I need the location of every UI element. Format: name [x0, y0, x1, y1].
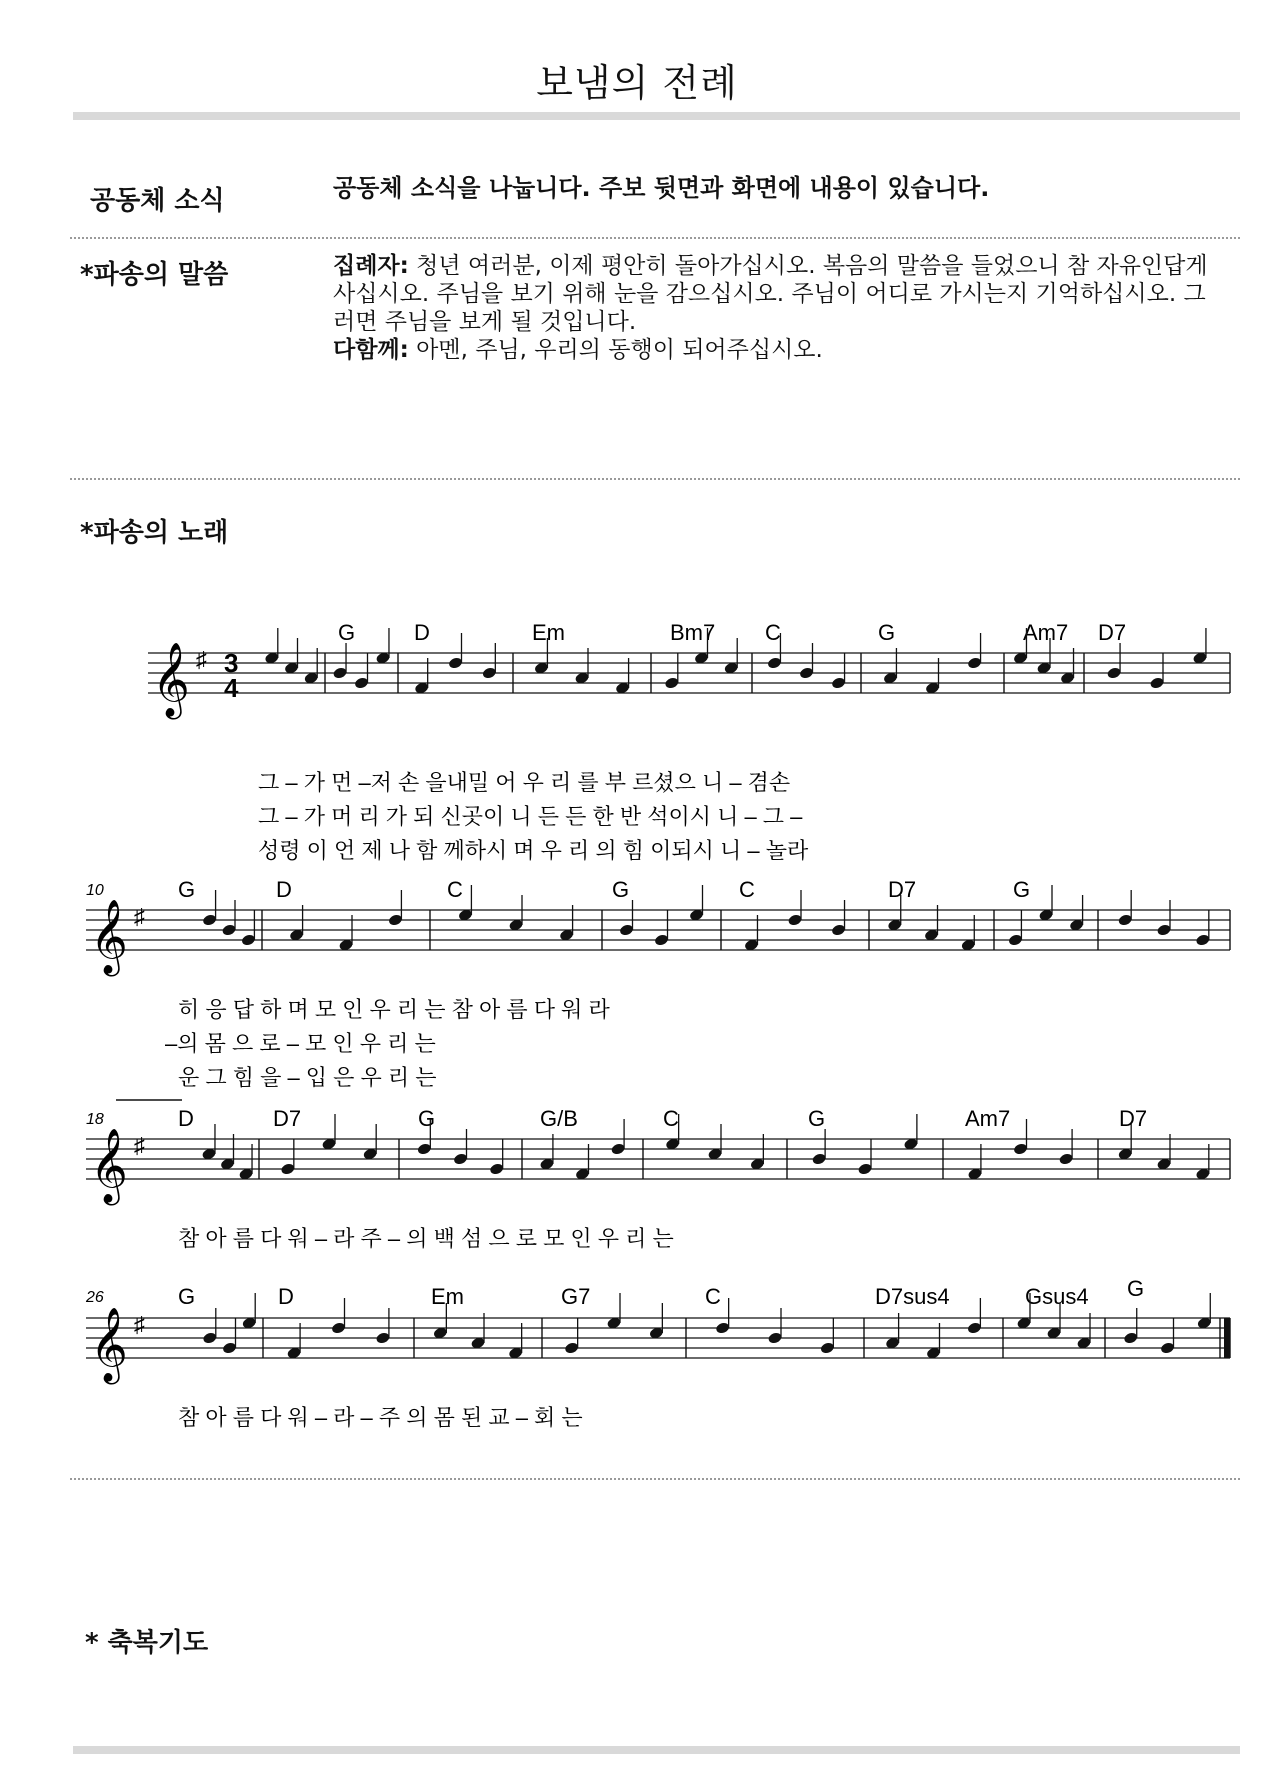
chord: Am7 — [1023, 620, 1069, 645]
chords-staff-3 — [178, 1106, 1147, 1131]
all-text: 아멘, 주님, 우리의 동행이 되어주십시오. — [416, 337, 823, 363]
lyric-line: 그 – 가 머 리 가 되 신곳이 니 든 든 한 반 석이시 니 – 그 – — [258, 804, 803, 829]
leader-label: 집례자: — [333, 253, 409, 279]
chord: C — [705, 1284, 721, 1309]
chord: C — [663, 1106, 679, 1131]
chords-staff-2 — [178, 877, 1030, 902]
chord: G7 — [561, 1284, 591, 1309]
sharp-icon: ♯ — [134, 1133, 145, 1158]
chord: D7sus4 — [875, 1284, 950, 1309]
chord: G/B — [540, 1106, 578, 1131]
chords-staff-4 — [178, 1276, 1144, 1309]
chord: G — [808, 1106, 826, 1131]
sharp-icon: ♯ — [134, 1312, 145, 1337]
lyric-line: 그 – 가 먼 –저 손 을내밀 어 우 리 를 부 르셨으 니 – 겸손 — [258, 770, 791, 795]
chord: D7 — [273, 1106, 302, 1131]
leader-text-2: 사십시오. 주님을 보기 위해 눈을 감으십시오. 주님이 어디로 가시는지 기억하십시오. 그 — [333, 281, 1206, 307]
news-label: 공동체 소식 — [90, 186, 225, 216]
chord: G — [178, 877, 196, 902]
treble-clef-icon: 𝄞 — [90, 900, 128, 972]
chords-staff-1 — [338, 620, 1126, 645]
chord: Gsus4 — [1025, 1284, 1089, 1309]
news-text: 공동체 소식을 나눕니다. 주보 뒷면과 화면에 내용이 있습니다. — [333, 174, 990, 202]
lyric-line: 참 아 름 다 워 – 라 – 주 의 몸 된 교 – 회 는 — [178, 1405, 583, 1430]
chord: D7 — [1098, 620, 1127, 645]
chord: G — [418, 1106, 436, 1131]
chord: Bm7 — [670, 620, 716, 645]
chord: Am7 — [965, 1106, 1011, 1131]
chord: D — [278, 1284, 294, 1309]
bottom-rule — [73, 1746, 1240, 1754]
final-barline — [1224, 1318, 1230, 1358]
chord: G — [338, 620, 356, 645]
treble-clef-icon: 𝄞 — [152, 643, 190, 715]
sending-song-label: *파송의 노래 — [80, 518, 229, 548]
chord: D7 — [1119, 1106, 1148, 1131]
time-signature-top: 3 — [224, 648, 239, 678]
lyric-line: 참 아 름 다 워 – 라 주 – 의 백 섬 으 로 모 인 우 리 는 — [178, 1226, 674, 1251]
chord: G — [1127, 1276, 1145, 1301]
blessing-label: * 축복기도 — [85, 1628, 209, 1658]
lyric-line: 운 그 힘 을 – 입 은 우 리 는 — [178, 1065, 437, 1090]
chord: G — [178, 1284, 196, 1309]
sending-word-label: *파송의 말씀 — [80, 260, 229, 290]
time-signature-bottom: 4 — [224, 673, 239, 703]
chord: C — [765, 620, 781, 645]
page-title: 보냄의 전례 — [536, 61, 738, 105]
chord: Em — [431, 1284, 464, 1309]
measure-number: 18 — [86, 1111, 104, 1128]
sharp-icon: ♯ — [196, 647, 207, 672]
sharp-icon: ♯ — [134, 904, 145, 929]
lyric-line: –의 몸 으 로 – 모 인 우 리 는 — [165, 1031, 436, 1056]
chord: C — [447, 877, 463, 902]
divider-3 — [70, 1478, 1240, 1480]
lyric-line: 히 응 답 하 며 모 인 우 리 는 참 아 름 다 워 라 — [178, 997, 610, 1022]
chord: Em — [532, 620, 565, 645]
chord: G — [612, 877, 630, 902]
chord: D — [178, 1106, 194, 1131]
lyrics-staff-2 — [165, 997, 610, 1090]
chord: C — [739, 877, 755, 902]
leader-text-3: 러면 주님을 보게 될 것입니다. — [333, 309, 637, 335]
lyric-line: 성령 이 언 제 나 함 께하시 며 우 리 의 힘 이되시 니 – 놀라 — [258, 838, 809, 863]
chord: G — [878, 620, 896, 645]
chord: G — [1013, 877, 1031, 902]
lyrics-staff-3 — [178, 1226, 674, 1251]
leader-text-1: 청년 여러분, 이제 평안히 돌아가십시오. 복음의 말씀을 들었으니 참 자유인답게 — [416, 253, 1208, 279]
lyrics-staff-1 — [258, 770, 809, 863]
measure-number: 10 — [86, 882, 104, 899]
chord: D — [276, 877, 292, 902]
treble-clef-icon: 𝄞 — [90, 1308, 128, 1380]
chord: D — [414, 620, 430, 645]
treble-clef-icon: 𝄞 — [90, 1129, 128, 1201]
measure-number: 26 — [86, 1289, 104, 1306]
lyrics-staff-4 — [178, 1405, 583, 1430]
chord: D7 — [888, 877, 917, 902]
all-label: 다함께: — [333, 337, 409, 363]
